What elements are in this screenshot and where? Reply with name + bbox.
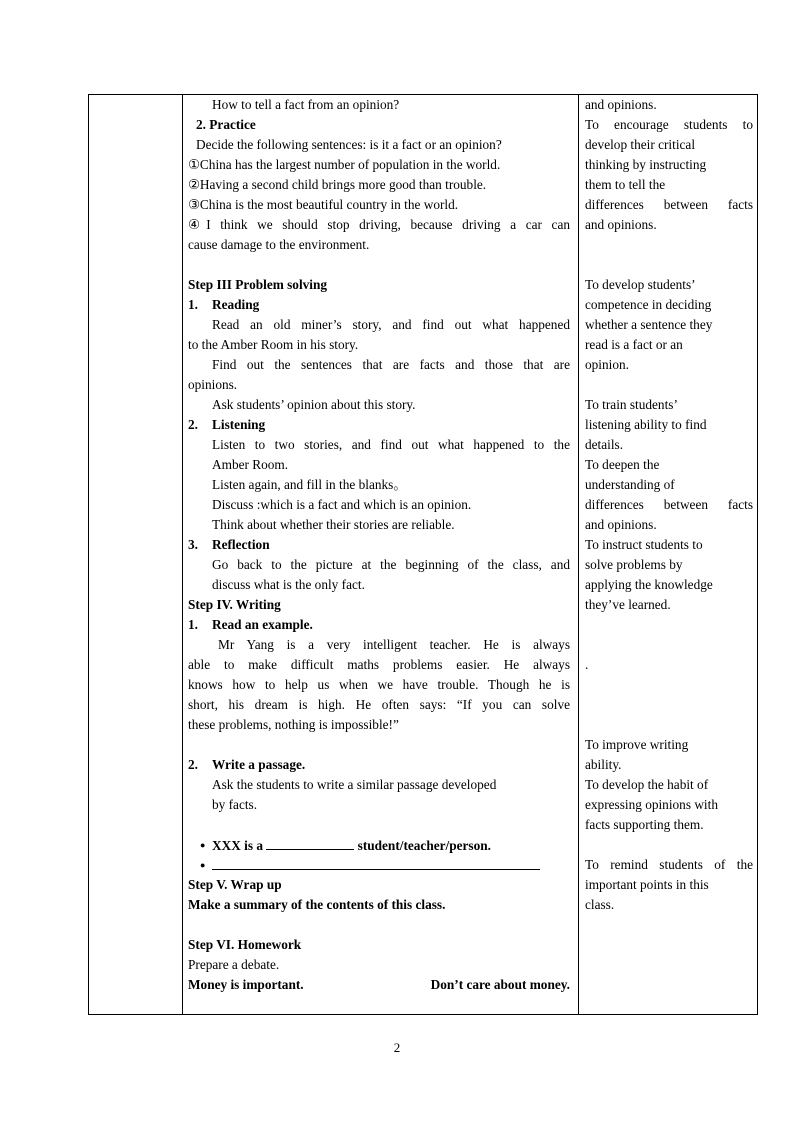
homework-line: Prepare a debate. — [188, 957, 280, 972]
listening-heading — [188, 415, 570, 435]
example-number: 1. — [188, 617, 198, 632]
reading-number: 1. — [188, 297, 198, 312]
purpose-c11: they’ve learned. — [585, 597, 671, 612]
sentence-2: ②Having a second child brings more good than trouble. — [188, 177, 487, 192]
purpose-d4: expressing opinions with — [585, 797, 718, 812]
example-line-2: able to make difficult maths problems easier. He always — [188, 657, 570, 672]
write-passage-number: 2. — [188, 757, 198, 772]
bullet-1-suffix: student/teacher/person. — [357, 838, 491, 853]
write-passage-text-2: by facts. — [212, 797, 258, 812]
purpose-dot: . — [585, 657, 589, 672]
sentence-4-line-1: ④I think we should stop driving, because driving a car can — [188, 217, 570, 232]
procedure-column — [188, 95, 570, 995]
debate-topic-2: Don’t care about money. — [430, 977, 570, 992]
purpose-c6: differences between facts — [585, 497, 753, 512]
listening-text-4: Think about whether their stories are reliable. — [212, 517, 455, 532]
purpose-d5: facts supporting them. — [585, 817, 704, 832]
reflection-title: Reflection — [212, 537, 270, 552]
purpose-a3: develop their critical — [585, 137, 696, 152]
reading-text-2a: Find out the sentences that are facts and those that are — [212, 357, 570, 372]
step-4-heading: Step IV. Writing — [188, 597, 281, 612]
practice-heading: 2. Practice — [196, 117, 256, 132]
step-3-heading: Step III Problem solving — [188, 277, 328, 292]
purpose-column — [585, 95, 753, 915]
purpose-b5: opinion. — [585, 357, 629, 372]
bullet-1-prefix: XXX is a — [212, 838, 263, 853]
example-line-1: Mr Yang is a very intelligent teacher. He is always — [218, 637, 570, 652]
purpose-b1: To develop students’ — [585, 277, 696, 292]
reading-text-2b: opinions. — [188, 377, 238, 392]
bullet-icon — [188, 856, 212, 877]
purpose-c5: understanding of — [585, 477, 675, 492]
listening-title: Listening — [212, 417, 266, 432]
purpose-a5: them to tell the — [585, 177, 666, 192]
step-6-heading: Step VI. Homework — [188, 937, 302, 952]
purpose-b2: competence in deciding — [585, 297, 712, 312]
sentence-3: ③China is the most beautiful country in the world. — [188, 197, 459, 212]
write-passage-heading — [188, 755, 570, 775]
reflection-text-1b: discuss what is the only fact. — [212, 577, 365, 592]
purpose-c1: To train students’ — [585, 397, 678, 412]
practice-instruction: Decide the following sentences: is it a fact or an opinion? — [196, 137, 502, 152]
purpose-b4: read is a fact or an — [585, 337, 683, 352]
purpose-c8: To instruct students to — [585, 537, 703, 552]
purpose-d2: ability. — [585, 757, 622, 772]
column-divider-left — [182, 95, 183, 1014]
reflection-text-1a: Go back to the picture at the beginning of the class, and — [212, 557, 570, 572]
debate-topic-1: Money is important. — [188, 977, 304, 992]
purpose-c4: To deepen the — [585, 457, 660, 472]
example-line-5: these problems, nothing is impossible!” — [188, 717, 399, 732]
bullet-item-1 — [188, 835, 570, 855]
reading-text-1a: Read an old miner’s story, and find out what happened — [212, 317, 570, 332]
sentence-1: ①China has the largest number of population in the world. — [188, 157, 501, 172]
example-heading — [188, 615, 570, 635]
purpose-d3: To develop the habit of — [585, 777, 709, 792]
blank-line — [266, 835, 354, 850]
lesson-plan-table — [88, 94, 758, 1015]
example-title: Read an example. — [212, 617, 313, 632]
step-5-heading: Step V. Wrap up — [188, 877, 282, 892]
question-line: How to tell a fact from an opinion? — [212, 97, 400, 112]
purpose-e1: To remind students of the — [585, 857, 753, 872]
reading-title: Reading — [212, 297, 260, 312]
listening-text-1a: Listen to two stories, and find out what happened to the — [212, 437, 570, 452]
purpose-a2: To encourage students to — [585, 117, 753, 132]
reflection-number: 3. — [188, 537, 198, 552]
listening-text-1b: Amber Room. — [212, 457, 289, 472]
reading-heading — [188, 295, 570, 315]
purpose-e3: class. — [585, 897, 615, 912]
purpose-a1: and opinions. — [585, 97, 657, 112]
reading-text-1b: to the Amber Room in his story. — [188, 337, 359, 352]
reflection-heading — [188, 535, 570, 555]
blank-line-long — [212, 855, 540, 870]
sentence-4-line-2: cause damage to the environment. — [188, 237, 370, 252]
bullet-item-2 — [188, 855, 570, 875]
column-divider-right — [578, 95, 579, 1014]
purpose-a6: differences between facts — [585, 197, 753, 212]
page-number: 2 — [393, 1040, 401, 1055]
purpose-d1: To improve writing — [585, 737, 689, 752]
purpose-a7: and opinions. — [585, 217, 657, 232]
purpose-e2: important points in this — [585, 877, 709, 892]
purpose-a4: thinking by instructing — [585, 157, 707, 172]
write-passage-title: Write a passage. — [212, 757, 306, 772]
bullet-icon — [188, 836, 212, 857]
purpose-c9: solve problems by — [585, 557, 683, 572]
example-line-4: short, his dream is high. He often says: “If you can solve — [188, 697, 570, 712]
purpose-c7: and opinions. — [585, 517, 657, 532]
example-line-3: knows how to help us when we have trouble. Though he is — [188, 677, 570, 692]
write-passage-text-1: Ask the students to write a similar passage developed — [212, 777, 497, 792]
purpose-c2: listening ability to find — [585, 417, 707, 432]
purpose-b3: whether a sentence they — [585, 317, 713, 332]
listening-number: 2. — [188, 417, 198, 432]
summary-line: Make a summary of the contents of this class. — [188, 897, 446, 912]
purpose-c3: details. — [585, 437, 624, 452]
listening-text-2: Listen again, and fill in the blanks。 — [212, 477, 407, 492]
reading-text-3: Ask students’ opinion about this story. — [212, 397, 416, 412]
debate-topics — [188, 975, 570, 995]
listening-text-3: Discuss :which is a fact and which is an opinion. — [212, 497, 472, 512]
purpose-c10: applying the knowledge — [585, 577, 713, 592]
